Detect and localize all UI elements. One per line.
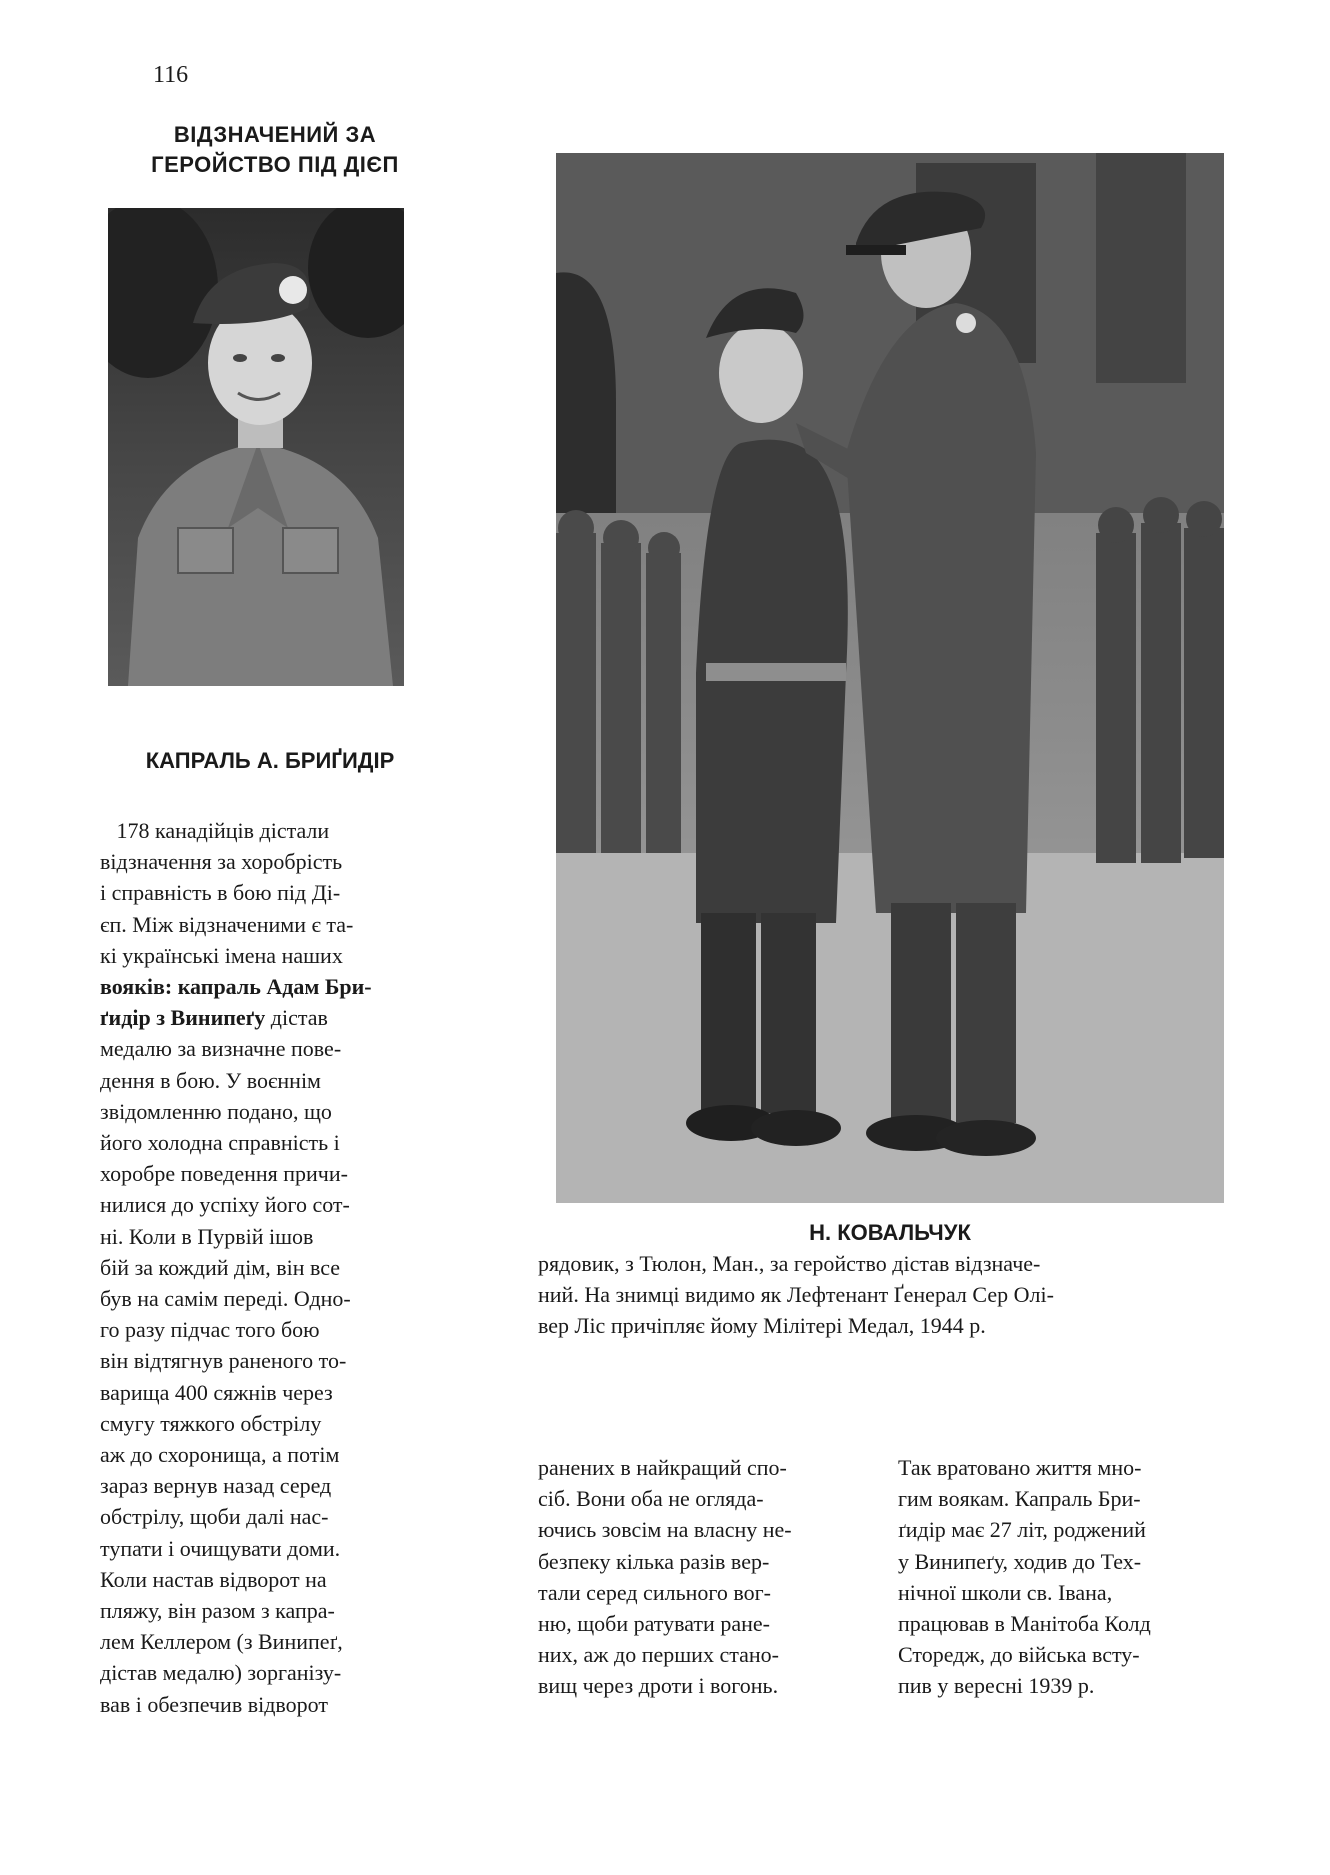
photo-caption-text bbox=[538, 1248, 1228, 1341]
article-line: бій за кождий дім, він все bbox=[100, 1254, 341, 1280]
headline-line-2: ГЕРОЙСТВО ПІД ДІЄП bbox=[151, 152, 399, 177]
article-column-middle bbox=[538, 1452, 868, 1702]
article-line: кі українські імена наших bbox=[100, 942, 343, 968]
article-column-left bbox=[100, 815, 435, 1720]
article-line: них, аж до перших стано- bbox=[538, 1642, 779, 1668]
article-line: був на самім переді. Одно- bbox=[100, 1286, 351, 1312]
article-line: ню, щоби ратувати ране- bbox=[538, 1611, 770, 1637]
article-line: 178 канадійців дістали bbox=[100, 818, 330, 843]
article-line: ранених в найкращий спо- bbox=[538, 1455, 787, 1480]
article-line: дення в бою. У воєннім bbox=[100, 1067, 321, 1093]
article-line: ґидір з Винипеґу дістав bbox=[100, 1005, 328, 1031]
article-headline bbox=[110, 120, 440, 180]
portrait-caption: КАПРАЛЬ А. БРИҐИДІР bbox=[145, 748, 395, 773]
article-line: нилися до успіху його сот- bbox=[100, 1192, 350, 1218]
article-line: хоробре поведення причи- bbox=[100, 1161, 348, 1187]
page-number: 116 bbox=[153, 62, 189, 88]
article-line: нічної школи св. Івана, bbox=[898, 1579, 1113, 1605]
portrait-photo bbox=[108, 208, 404, 686]
article-line: звідомленню подано, що bbox=[100, 1098, 332, 1124]
article-line: і справність в бою під Ді- bbox=[100, 880, 341, 906]
article-line: зараз вернув назад серед bbox=[100, 1473, 332, 1499]
article-line: медалю за визначне пове- bbox=[100, 1036, 342, 1062]
article-line: ґидір має 27 літ, роджений bbox=[898, 1517, 1146, 1543]
article-line: працював в Манітоба Колд bbox=[898, 1611, 1151, 1637]
article-line: варища 400 сяжнів через bbox=[100, 1379, 333, 1405]
article-line: ючись зовсім на власну не- bbox=[538, 1517, 792, 1543]
article-line: пив у вересні 1939 р. bbox=[898, 1673, 1095, 1699]
article-line: Сторедж, до війська всту- bbox=[898, 1642, 1140, 1668]
article-line: дістав медалю) зорганізу- bbox=[100, 1660, 342, 1686]
photo-caption-title: Н. КОВАЛЬЧУК bbox=[809, 1220, 971, 1245]
photo-caption-line: рядовик, з Тюлон, Ман., за геройство дістав відзначе- bbox=[538, 1251, 1041, 1276]
article-line: го разу підчас того бою bbox=[100, 1317, 320, 1343]
article-line: у Винипеґу, ходив до Тех- bbox=[898, 1548, 1142, 1574]
article-line: тупати і очищувати доми. bbox=[100, 1535, 341, 1561]
article-line: безпеку кілька разів вер- bbox=[538, 1548, 770, 1574]
article-line: єп. Між відзначеними є та- bbox=[100, 911, 354, 937]
article-line: сіб. Вони оба не огляда- bbox=[538, 1486, 764, 1512]
photo-caption-line: вер Ліс причіпляє йому Мілітері Медал, 1944 р. bbox=[538, 1313, 986, 1338]
photo-caption-line: ний. На знимці видимо як Лефтенант Ґенерал Сер Олі- bbox=[538, 1282, 1054, 1307]
article-line: аж до схоронища, а потім bbox=[100, 1442, 340, 1468]
article-line: відзначення за хоробрість bbox=[100, 849, 343, 875]
article-line: ні. Коли в Пурвій ішов bbox=[100, 1223, 314, 1249]
article-column-right bbox=[898, 1452, 1228, 1702]
article-line: пляжу, він разом з капра- bbox=[100, 1598, 335, 1624]
article-line: смугу тяжкого обстрілу bbox=[100, 1410, 322, 1436]
article-line: він відтягнув раненого то- bbox=[100, 1348, 347, 1374]
article-line: вищ через дроти і вогонь. bbox=[538, 1673, 779, 1699]
article-line: Так вратовано життя мно- bbox=[898, 1455, 1142, 1480]
medal-ceremony-photo bbox=[556, 153, 1224, 1203]
article-line: вояків: капраль Адам Бри- bbox=[100, 974, 372, 1000]
article-line: лем Келлером (з Винипеґ, bbox=[100, 1629, 343, 1655]
article-line: його холодна справність і bbox=[100, 1130, 340, 1156]
article-line: Коли настав відворот на bbox=[100, 1566, 327, 1592]
article-line: обстрілу, щоби далі нас- bbox=[100, 1504, 329, 1530]
headline-line-1: ВІДЗНАЧЕНИЙ ЗА bbox=[173, 122, 377, 147]
article-line: гим вoякам. Капраль Бри- bbox=[898, 1486, 1141, 1512]
article-line: вав і обезпечив відворот bbox=[100, 1691, 328, 1717]
article-line: тали серед сильного вог- bbox=[538, 1579, 771, 1605]
